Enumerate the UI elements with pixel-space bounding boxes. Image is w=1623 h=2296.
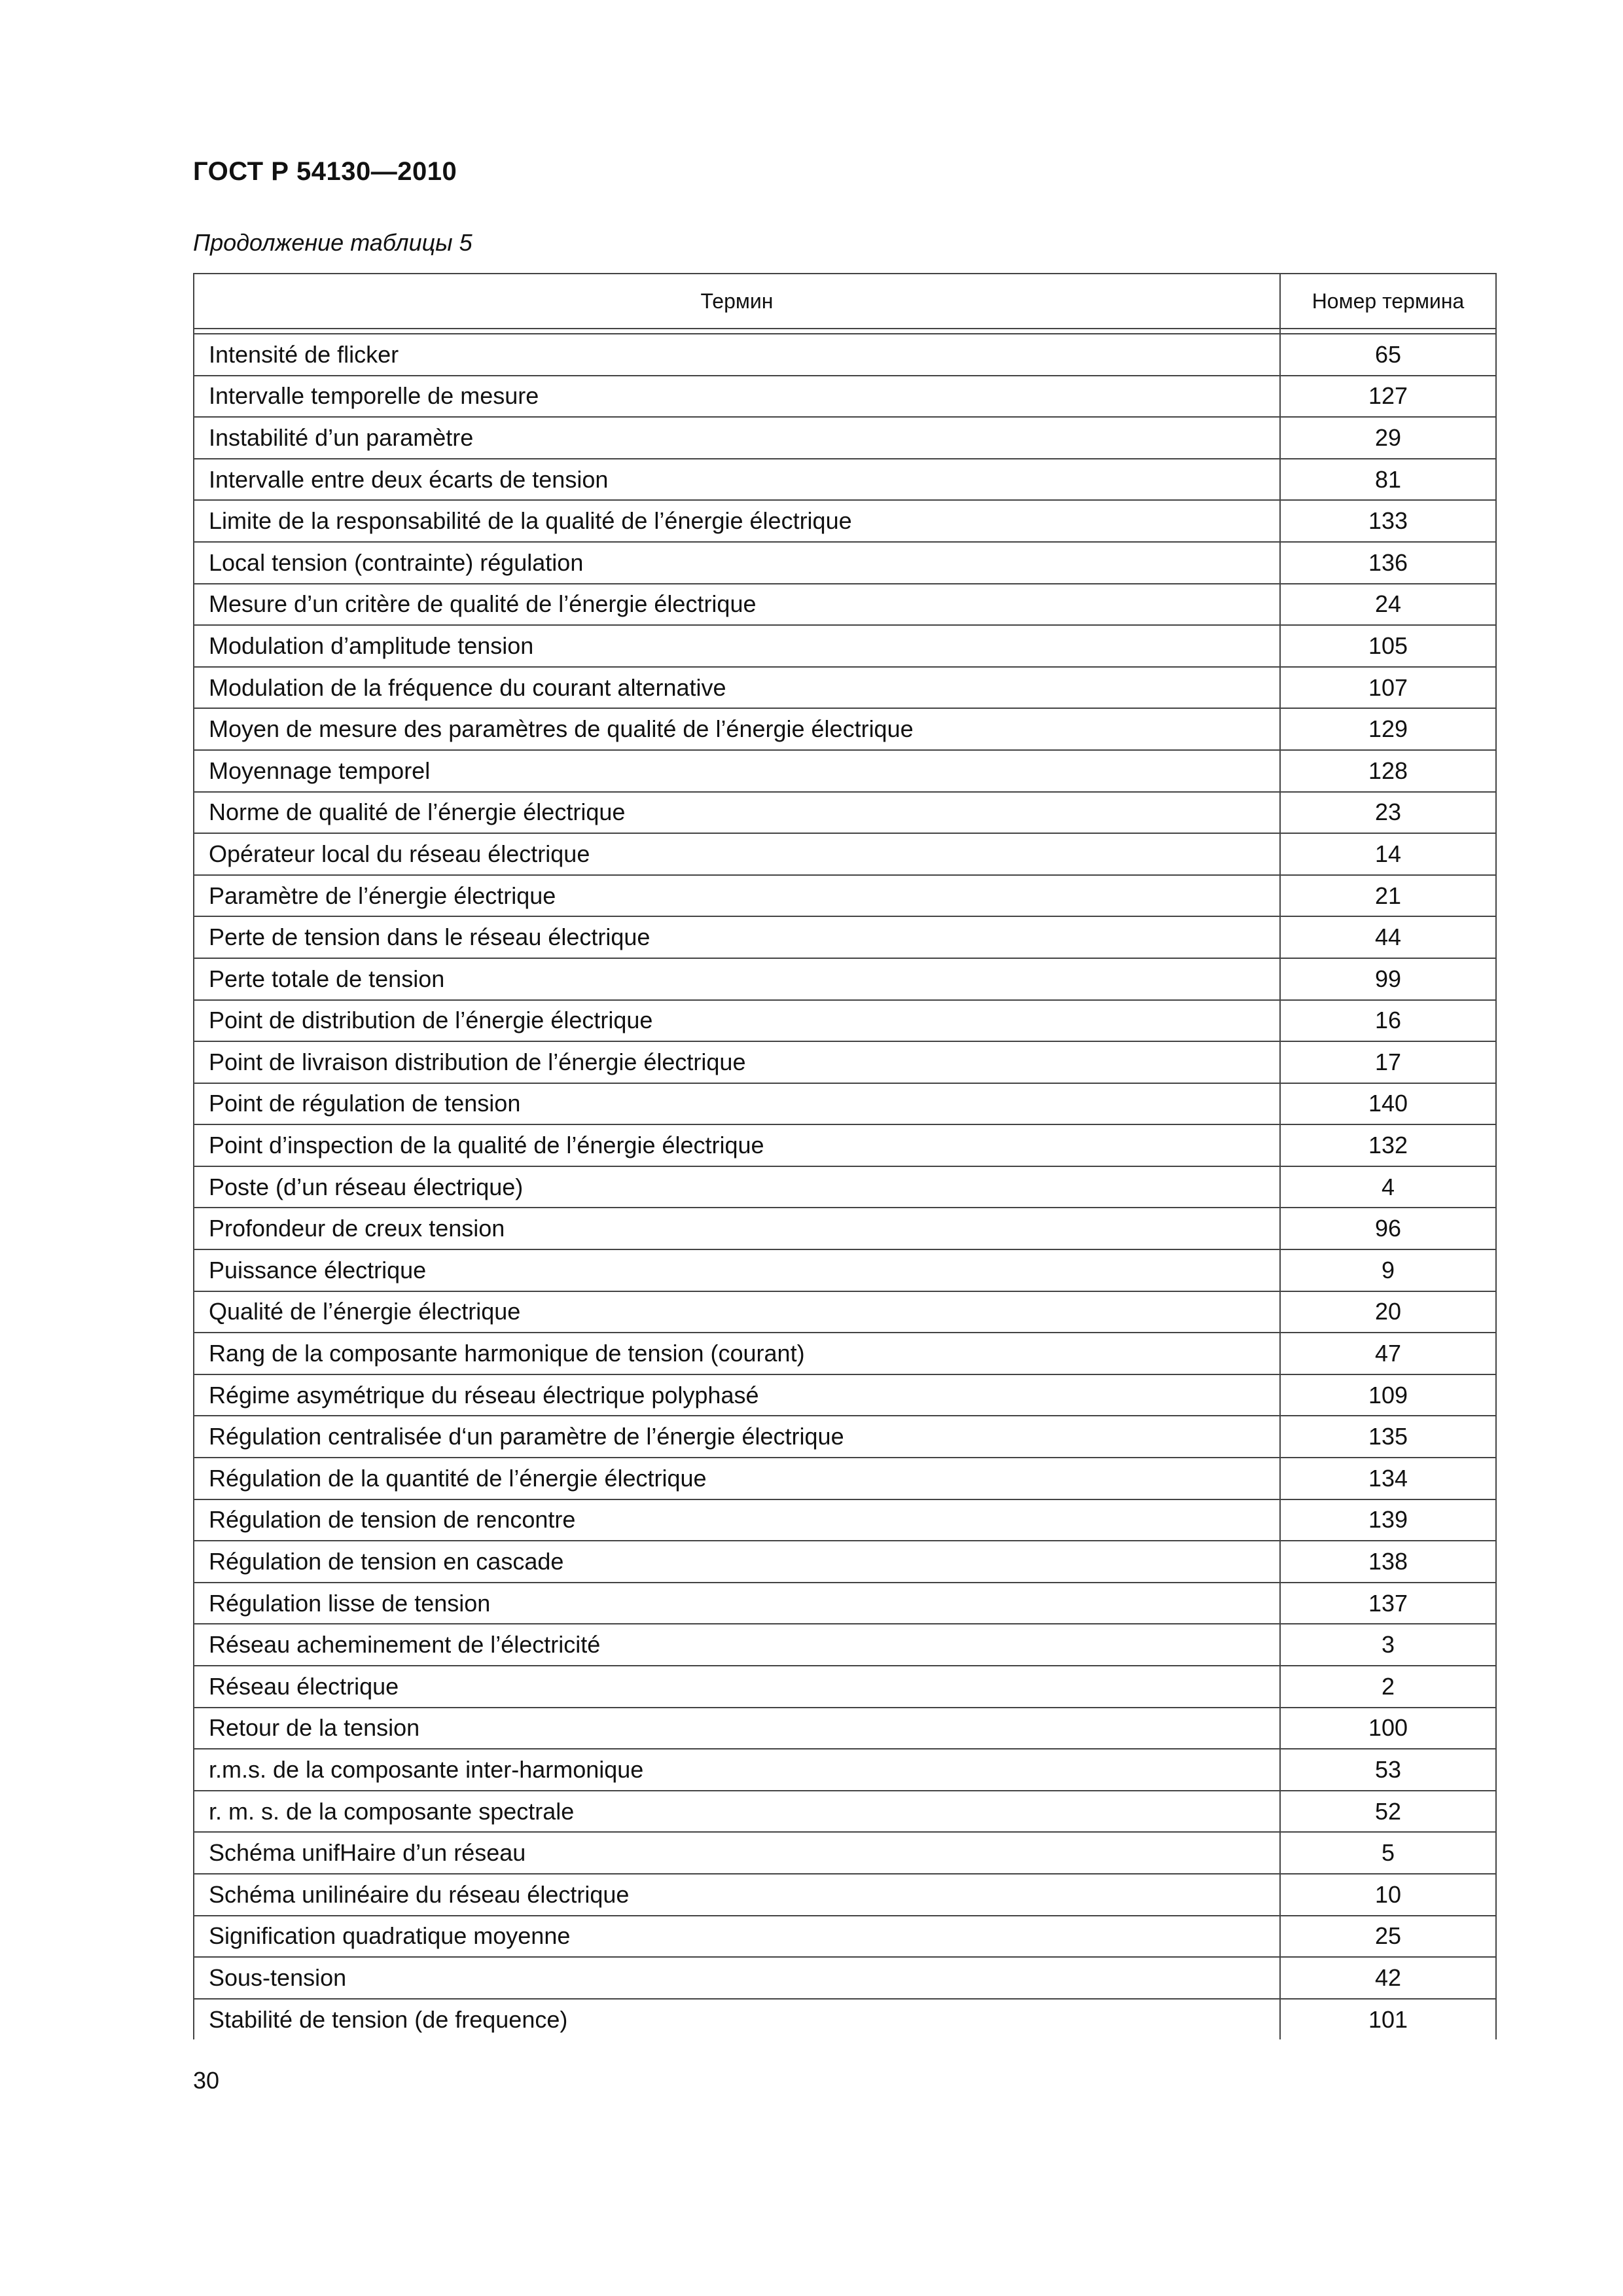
table-row — [194, 916, 1496, 958]
term-number-cell: 109 — [1280, 1374, 1496, 1416]
term-number-cell: 53 — [1280, 1749, 1496, 1791]
table-row — [194, 1083, 1496, 1125]
table-row — [194, 1249, 1496, 1291]
term-cell: Schéma unifHaire d’un réseau — [194, 1832, 1280, 1874]
term-number-cell: 132 — [1280, 1124, 1496, 1166]
table-row — [194, 1749, 1496, 1791]
term-cell: Point de livraison distribution de l’énergie électrique — [194, 1041, 1280, 1083]
term-number-cell: 101 — [1280, 1999, 1496, 2040]
term-number-cell: 105 — [1280, 625, 1496, 667]
table-row — [194, 459, 1496, 501]
term-number-cell: 128 — [1280, 750, 1496, 792]
term-cell: Réseau acheminement de l’électricité — [194, 1624, 1280, 1666]
table-row — [194, 334, 1496, 376]
table-row — [194, 1041, 1496, 1083]
term-number-cell: 100 — [1280, 1708, 1496, 1749]
term-number-cell: 127 — [1280, 376, 1496, 418]
header-gap-row — [194, 329, 1496, 334]
term-cell: Moyennage temporel — [194, 750, 1280, 792]
term-cell: Qualité de l’énergie électrique — [194, 1291, 1280, 1333]
term-number-cell: 42 — [1280, 1957, 1496, 1999]
term-cell: Opérateur local du réseau électrique — [194, 833, 1280, 875]
term-number-cell: 47 — [1280, 1333, 1496, 1374]
term-cell: Intervalle entre deux écarts de tension — [194, 459, 1280, 501]
term-number-cell: 107 — [1280, 667, 1496, 709]
term-cell: Puissance électrique — [194, 1249, 1280, 1291]
term-cell: Signification quadratique moyenne — [194, 1916, 1280, 1958]
term-number-cell: 133 — [1280, 500, 1496, 542]
table-row — [194, 1124, 1496, 1166]
term-cell: Schéma unilinéaire du réseau électrique — [194, 1874, 1280, 1916]
table-row — [194, 1916, 1496, 1958]
table-row — [194, 1166, 1496, 1208]
table-row — [194, 792, 1496, 834]
table-row — [194, 1416, 1496, 1458]
term-cell: Réseau électrique — [194, 1666, 1280, 1708]
terms-table — [193, 273, 1497, 2039]
term-cell: Profondeur de creux tension — [194, 1208, 1280, 1249]
term-number-cell: 138 — [1280, 1541, 1496, 1583]
table-row — [194, 958, 1496, 1000]
table-row — [194, 1666, 1496, 1708]
term-number-cell: 9 — [1280, 1249, 1496, 1291]
table-row — [194, 1791, 1496, 1833]
table-row — [194, 1458, 1496, 1499]
table-row — [194, 1374, 1496, 1416]
term-cell: Norme de qualité de l’énergie électrique — [194, 792, 1280, 834]
term-number-cell: 96 — [1280, 1208, 1496, 1249]
table-row — [194, 1624, 1496, 1666]
term-number-cell: 99 — [1280, 958, 1496, 1000]
table-row — [194, 1708, 1496, 1749]
term-number-cell: 4 — [1280, 1166, 1496, 1208]
table-row — [194, 833, 1496, 875]
table-row — [194, 875, 1496, 917]
table-row — [194, 1499, 1496, 1541]
document-header: ГОСТ Р 54130—2010 — [193, 157, 457, 186]
term-cell: r. m. s. de la composante spectrale — [194, 1791, 1280, 1833]
term-cell: Modulation d’amplitude tension — [194, 625, 1280, 667]
term-number-cell: 29 — [1280, 417, 1496, 459]
term-cell: Point de distribution de l’énergie électrique — [194, 1000, 1280, 1042]
term-cell: Perte totale de tension — [194, 958, 1280, 1000]
term-cell: Régulation centralisée d‘un paramètre de l’énergie électrique — [194, 1416, 1280, 1458]
table-row — [194, 1000, 1496, 1042]
term-cell: Limite de la responsabilité de la qualité de l’énergie électrique — [194, 500, 1280, 542]
table-row — [194, 750, 1496, 792]
term-number-cell: 135 — [1280, 1416, 1496, 1458]
column-header-term: Термин — [194, 274, 1280, 329]
term-number-cell: 14 — [1280, 833, 1496, 875]
term-number-cell: 134 — [1280, 1458, 1496, 1499]
term-cell: Modulation de la fréquence du courant alternative — [194, 667, 1280, 709]
table-row — [194, 1832, 1496, 1874]
table-row — [194, 1999, 1496, 2040]
term-number-cell: 52 — [1280, 1791, 1496, 1833]
term-number-cell: 23 — [1280, 792, 1496, 834]
term-cell: Mesure d’un critère de qualité de l’énergie électrique — [194, 584, 1280, 626]
term-cell: Perte de tension dans le réseau électrique — [194, 916, 1280, 958]
term-number-cell: 5 — [1280, 1832, 1496, 1874]
term-cell: Point d’inspection de la qualité de l’énergie électrique — [194, 1124, 1280, 1166]
table-row — [194, 584, 1496, 626]
page-number: 30 — [193, 2067, 220, 2094]
term-cell: Poste (d’un réseau électrique) — [194, 1166, 1280, 1208]
term-cell: Régulation de tension de rencontre — [194, 1499, 1280, 1541]
term-cell: Régulation lisse de tension — [194, 1583, 1280, 1624]
term-number-cell: 81 — [1280, 459, 1496, 501]
table-row — [194, 1957, 1496, 1999]
term-cell: Régulation de la quantité de l’énergie électrique — [194, 1458, 1280, 1499]
table-row — [194, 542, 1496, 584]
column-header-number: Номер термина — [1280, 274, 1496, 329]
term-cell: Stabilité de tension (de frequence) — [194, 1999, 1280, 2040]
term-number-cell: 3 — [1280, 1624, 1496, 1666]
table-row — [194, 1583, 1496, 1624]
term-number-cell: 44 — [1280, 916, 1496, 958]
table-row — [194, 417, 1496, 459]
table-row — [194, 500, 1496, 542]
term-cell: Paramètre de l’énergie électrique — [194, 875, 1280, 917]
table-caption: Продолжение таблицы 5 — [193, 229, 473, 256]
table-row — [194, 625, 1496, 667]
term-number-cell: 25 — [1280, 1916, 1496, 1958]
term-cell: Rang de la composante harmonique de tension (courant) — [194, 1333, 1280, 1374]
term-cell: Instabilité d’un paramètre — [194, 417, 1280, 459]
term-cell: Régime asymétrique du réseau électrique polyphasé — [194, 1374, 1280, 1416]
table-header-row — [194, 274, 1496, 329]
term-number-cell: 10 — [1280, 1874, 1496, 1916]
term-number-cell: 137 — [1280, 1583, 1496, 1624]
term-cell: Régulation de tension en cascade — [194, 1541, 1280, 1583]
term-number-cell: 65 — [1280, 334, 1496, 376]
table-body — [194, 329, 1496, 2039]
term-number-cell: 140 — [1280, 1083, 1496, 1125]
table-row — [194, 708, 1496, 750]
table-row — [194, 1291, 1496, 1333]
table-row — [194, 667, 1496, 709]
term-number-cell: 129 — [1280, 708, 1496, 750]
term-number-cell: 20 — [1280, 1291, 1496, 1333]
table-row — [194, 1541, 1496, 1583]
term-cell: Retour de la tension — [194, 1708, 1280, 1749]
term-number-cell: 136 — [1280, 542, 1496, 584]
term-cell: Sous-tension — [194, 1957, 1280, 1999]
term-cell: r.m.s. de la composante inter-harmonique — [194, 1749, 1280, 1791]
table-row — [194, 376, 1496, 418]
term-number-cell: 17 — [1280, 1041, 1496, 1083]
term-number-cell: 2 — [1280, 1666, 1496, 1708]
term-number-cell: 139 — [1280, 1499, 1496, 1541]
term-cell: Moyen de mesure des paramètres de qualité de l’énergie électrique — [194, 708, 1280, 750]
term-number-cell: 21 — [1280, 875, 1496, 917]
term-cell: Intervalle temporelle de mesure — [194, 376, 1280, 418]
table-row — [194, 1874, 1496, 1916]
term-cell: Intensité de flicker — [194, 334, 1280, 376]
term-cell: Point de régulation de tension — [194, 1083, 1280, 1125]
term-cell: Local tension (contrainte) régulation — [194, 542, 1280, 584]
table-row — [194, 1208, 1496, 1249]
term-number-cell: 24 — [1280, 584, 1496, 626]
table-row — [194, 1333, 1496, 1374]
term-number-cell: 16 — [1280, 1000, 1496, 1042]
